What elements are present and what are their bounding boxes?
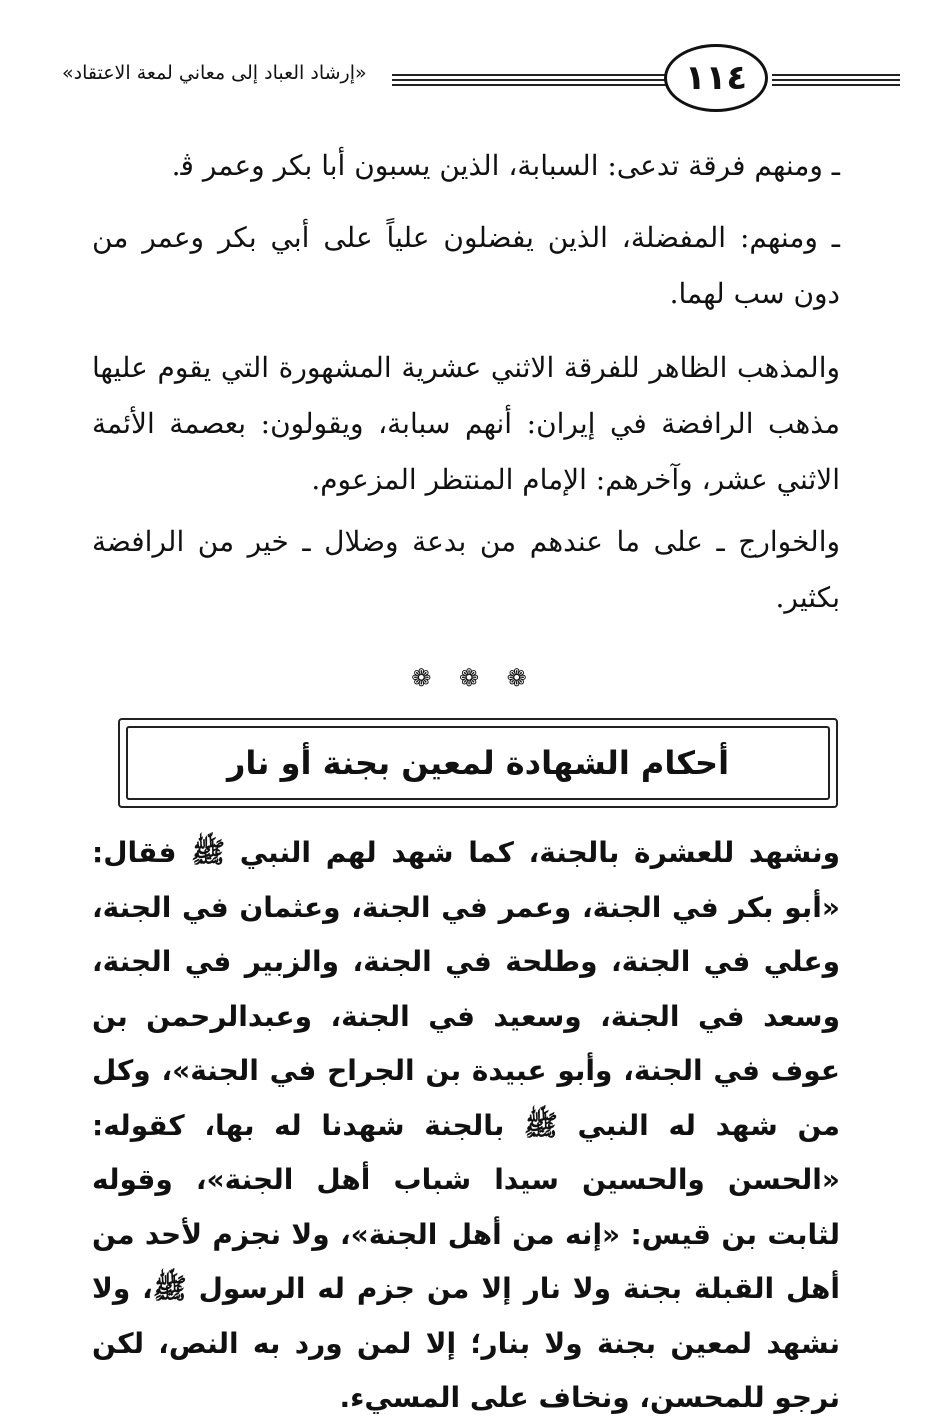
- section-divider-ornament: ❁ ❁ ❁: [411, 664, 537, 692]
- page-number-badge: [664, 44, 768, 112]
- section-heading: أحكام الشهادة لمعين بجنة أو نار: [226, 744, 730, 782]
- body-paragraph: والمذهب الظاهر للفرقة الاثني عشرية المشهورة التي يقوم عليها مذهب الرافضة في إيران: أنهم سبابة، ويقولون: بعصمة الأئمة الاثني عشر، وآخرهم: الإمام المنتظر المزعوم.: [92, 351, 840, 496]
- header-rule: [772, 74, 900, 76]
- header-rule: [772, 84, 900, 86]
- page-number: ١١٤: [684, 58, 748, 98]
- body-paragraph: والخوارج ـ على ما عندهم من بدعة وضلال ـ خير من الرافضة بكثير.: [92, 525, 840, 614]
- section-heading-frame: [118, 718, 838, 808]
- body-paragraph: ـ ومنهم: المفضلة، الذين يفضلون علياً على أبي بكر وعمر من دون سب لهما.: [92, 221, 840, 310]
- page-header: [60, 36, 840, 116]
- running-book-title: «إرشاد العباد إلى معاني لمعة الاعتقاد»: [62, 62, 367, 84]
- body-paragraph: ـ ومنهم فرقة تدعى: السبابة، الذين يسبون أبا بكر وعمر ﭬ.: [171, 149, 840, 182]
- section-paragraph: ونشهد للعشرة بالجنة، كما شهد لهم النبي ﷺ فقال: «أبو بكر في الجنة، وعمر في الجنة، وعثمان في الجنة، وعلي في الجنة، وطلحة في الجنة، والزبير في الجنة، وسعد في الجنة، وسعيد في الجنة، وعبدالرحمن بن عوف في الجنة، وأبو عبيدة بن الجراح في الجنة»، وكل من شهد له النبي ﷺ بالجنة شهدنا له بها، كقوله: «الحسن والحسين سيدا شباب أهل الجنة»، وقوله لثابت بن قيس: «إنه من أهل الجنة»، ولا نجزم لأحد من أهل القبلة بجنة ولا نار إلا من جزم له الرسول ﷺ، ولا نشهد لمعين بجنة ولا بنار؛ إلا لمن ورد به النص، لكن نرجو للمحسن، ونخاف على المسيء.: [92, 836, 840, 1414]
- header-rule: [772, 79, 900, 81]
- section-heading-inner-frame: [126, 726, 830, 800]
